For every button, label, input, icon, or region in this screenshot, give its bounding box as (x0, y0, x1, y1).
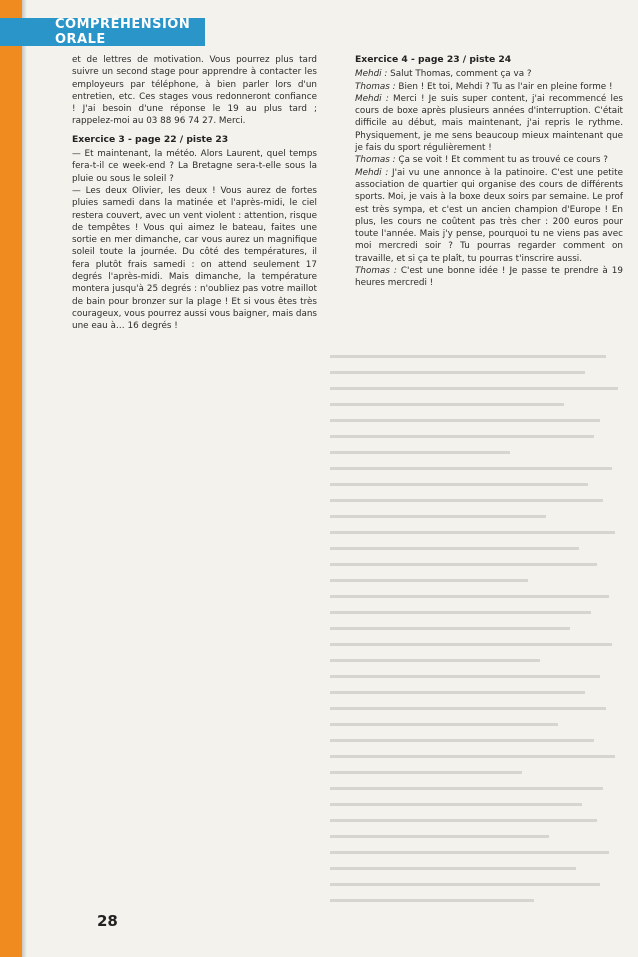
dialogue-speaker: Mehdi : (355, 93, 389, 104)
exercise-3-paragraph-2: — Les deux Olivier, les deux ! Vous aurez de fortes pluies samedi dans la matinée et l'après-midi, le ciel restera couvert, avec un vent violent : attention, risque de tempêtes ! Vous qui aimez le bateau, faites une sortie en mer dimanche, car vous aurez un magnifique soleil toute la journée. Du côté des températures, il fera plutôt frais samedi : on attend seulement 17 degrés l'après-midi. Mais dimanche, la température montera jusqu'à 25 degrés : n'oubliez pas votre maillot de bain pour bronzer sur la plage ! Et si vous êtes très courageux, vous pourrez aussi vous baigner, mais dans une eau à… 16 degrés ! (72, 185, 317, 332)
dialogue-text: Bien ! Et toi, Mehdi ? Tu as l'air en pleine forme ! (395, 81, 613, 92)
dialogue-speaker: Thomas : (355, 266, 397, 277)
dialogue-line (355, 81, 623, 93)
show-through-text (330, 355, 630, 910)
dialogue-text: C'est une bonne idée ! Je passe te prendre à 19 heures mercredi ! (355, 266, 623, 289)
dialogue-text: Salut Thomas, comment ça va ? (387, 69, 532, 80)
dialogue-text: Merci ! Je suis super content, j'ai recommencé les cours de boxe après plusieurs années d'interruption. C'était difficile au début, mais maintenant, j'ai repris le rythme. Physiquement, je me sens beaucoup mieux maintenant que je fais du sport régulièrement ! (355, 93, 623, 154)
dialogue-line (355, 93, 623, 154)
exercise-4-title: Exercice 4 - page 23 / piste 24 (355, 54, 512, 65)
dialogue-speaker: Thomas : (355, 155, 396, 166)
exercise-3-title: Exercice 3 - page 22 / piste 23 (72, 133, 229, 145)
dialogue-speaker: Thomas : (355, 81, 396, 92)
left-column (72, 54, 317, 333)
dialogue-text: Ça se voit ! Et comment tu as trouvé ce cours ? (395, 155, 608, 166)
page-number: 28 (97, 912, 118, 930)
dialogue-speaker: Mehdi : (355, 69, 388, 80)
binding-shadow (22, 0, 27, 957)
dialogue-line (355, 167, 623, 265)
section-header: COMPRÉHENSION ORALE (0, 18, 205, 46)
dialogue-speaker: Mehdi : (355, 167, 389, 178)
dialogue-text: J'ai vu une annonce à la patinoire. C'est une petite association de quartier qui organise des cours de différents sports. Moi, je vais à la boxe deux soirs par semaine. Le prof est très sympa, et c'est un ancien champion d'Europe ! En plus, les cours ne coûtent pas très cher : 200 euros pour toute l'année. Mais j'y pense, pourquoi tu ne viens pas avec moi mercredi soir ? Tu pourras regarder comment on travaille, et si ça te plaît, tu pourras t'inscrire aussi. (355, 167, 623, 264)
dialogue-line (355, 265, 623, 290)
intro-paragraph: et de lettres de motivation. Vous pourrez plus tard suivre un second stage pour apprendre à contacter les employeurs par téléphone, à bien parler lors d'un entretien, etc. Ces stages vous redonneront confiance ! J'ai besoin d'une réponse le 19 au plus tard ; rappelez-moi au 03 88 96 74 27. Merci. (72, 55, 317, 127)
right-column (355, 54, 623, 290)
dialogue-line (355, 154, 623, 166)
dialogue-line (355, 68, 623, 80)
orange-margin-band (0, 0, 22, 957)
exercise-3-paragraph-1: — Et maintenant, la météo. Alors Laurent, quel temps fera-t-il ce week-end ? La Bretagne sera-t-elle sous la pluie ou sous le soleil ? (72, 149, 317, 184)
